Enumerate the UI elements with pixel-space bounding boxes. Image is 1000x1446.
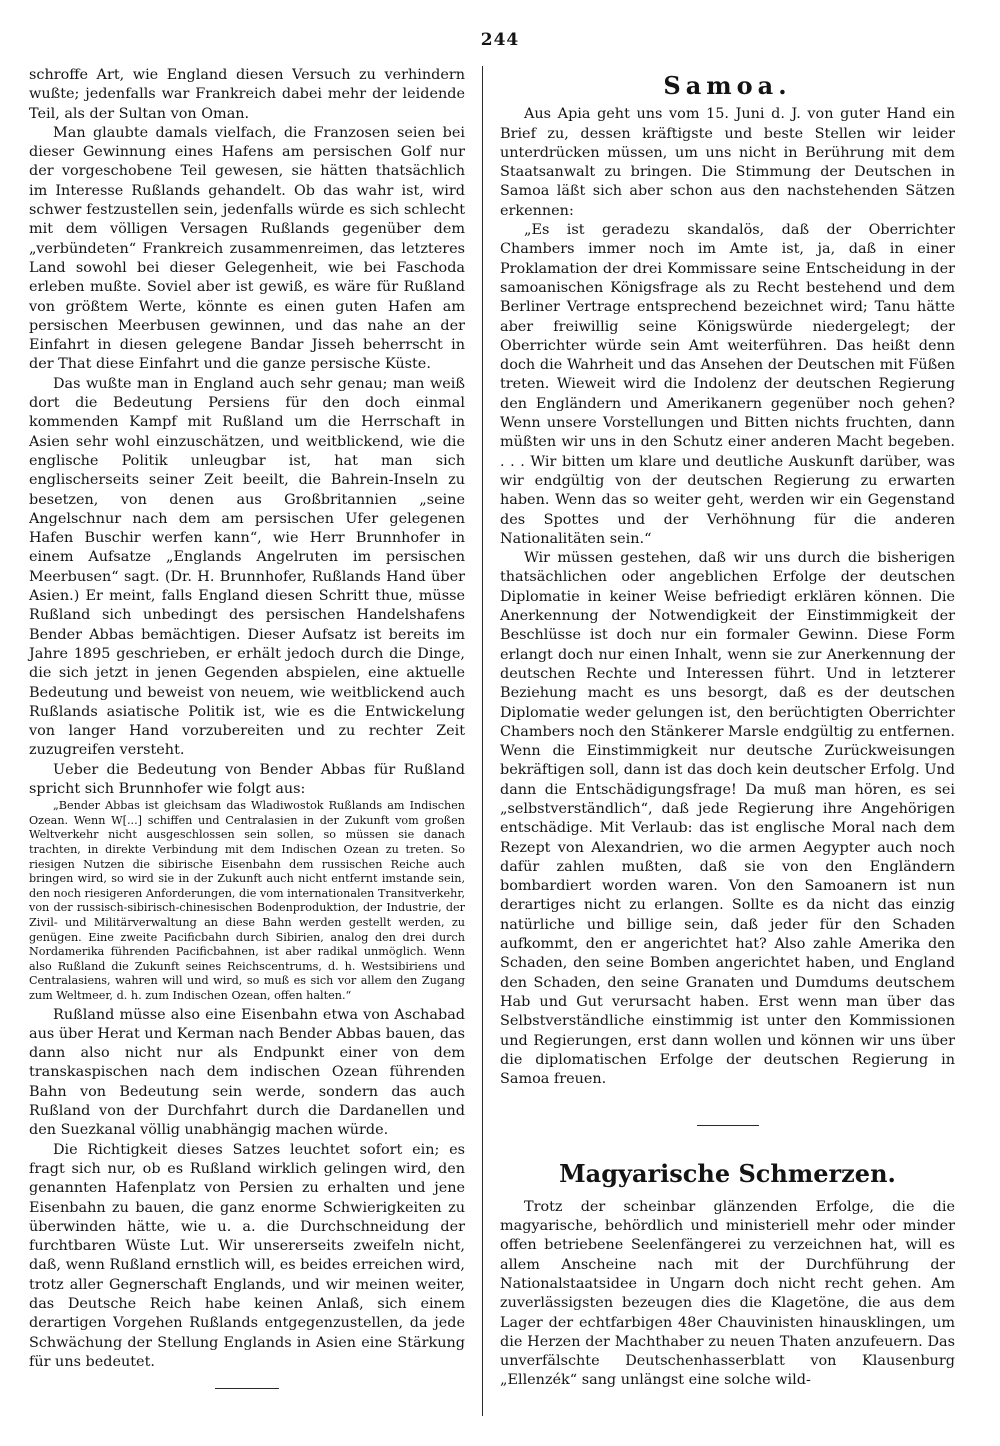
paragraph: schroffe Art, wie England diesen Versuch zu verhindern wußte; jedenfalls war Frankreich dabei mehr der leidende Teil, als der Sultan von Oman. xyxy=(29,67,465,122)
paragraph: Man glaubte damals vielfach, die Franzosen seien bei dieser Gewinnung eines Hafens am persischen Golf nur der vorgeschobene Teil gewesen, sie hätten thatsächlich im Interesse Rußlands gehandelt. Ob das wahr ist, wird schwer festzustellen sein, jedenfalls würde es sich schlecht mit dem völligen Versagen Rußlands gegenüber dem „verbündeten“ Frankreich zusammenreimen, das letzteres Land sowohl bei dieser Gelegenheit, wie bei Faschoda erleben mußte. Soviel aber ist gewiß, es wäre für Rußland von größtem Werte, könnte es einen guten Hafen am persischen Meerbusen gewinnen, und das nahe an der Einfahrt in diesen gelegene Bandar Jisseh beherrscht in der That diese Einfahrt und die ganze persische Küste. xyxy=(29,124,465,373)
paragraph: Trotz der scheinbar glänzenden Erfolge, die die magyarische, behördlich und ministeriell mehr oder minder offen betriebene Seelenfängerei zu verzeichnen hat, will es allem Anscheine nach mit der Durchführung der Nationalstaatsidee in Ungarn doch nicht recht gehen. Am zuverlässigsten bezeugen dies die Klagetöne, die aus dem Lager der echtfarbigen 48er Chauvinisten hinausklingen, um die Herzen der Machthaber zu neuen Thaten anzufeuern. Das unverfälschte Deutschenhasserblatt von Klausenburg „Ellenzék“ sang unlängst eine solche wild- xyxy=(500,1198,955,1389)
section-rule xyxy=(697,1125,759,1126)
article-heading-samoa: Samoa. xyxy=(663,71,792,100)
right-column xyxy=(500,71,955,1391)
article-heading-magyar: Magyarische Schmerzen. xyxy=(559,1159,896,1189)
paragraph: Aus Apia geht uns vom 15. Juni d. J. von guter Hand ein Brief zu, dessen kräftigste und beste Stellen wir leider unterdrücken müssen, um uns nicht in Berührung mit dem Staatsanwalt zu bringen. Die Stimmung der Deutschen in Samoa läßt sich aber schon aus den nachstehenden Sätzen erkennen: xyxy=(500,106,955,219)
column-divider xyxy=(482,66,483,1416)
end-rule xyxy=(215,1388,279,1389)
left-column xyxy=(29,66,465,1389)
paragraph: Wir müssen gestehen, daß wir uns durch die bisherigen thatsächlichen oder angeblichen Erfolge der deutschen Diplomatie in keiner Weise befriedigt erklären können. Die Anerkennung der Notwendigkeit der Einstimmigkeit der Beschlüsse ist doch nur ein formaler Gewinn. Diese Form erlangt doch nur einen Inhalt, wenn sie zur Anerkennung der deutschen Rechte und Interessen führt. Und in letzterer Beziehung macht es uns besorgt, daß es der deutschen Diplomatie weder gelungen ist, den berüchtigten Oberrichter Chambers noch den Stänkerer Marsle endgültig zu entfernen. Wenn die Einstimmigkeit nur deutsche Zurückweisungen bekräftigen soll, dann ist das doch kein deutscher Erfolg. Und dann die Entschädigungsfrage! Da muß man hören, es sei „selbstverständlich“, daß jede Regierung ihre Angehörigen entschädige. Mit Verlaub: das ist englische Moral nach dem Rezept von Alexandrien, wo die armen Aegypter auch noch dafür zahlen mußten, daß sie von den Engländern bombardiert worden waren. Von den Samoanern ist nun derartiges nicht zu erlangen. Sollte es da nicht das einzig natürliche und billige sein, daß jeder für den Schaden aufkommt, den er angerichtet hat? Also zahle Amerika den Schaden, den seine Bomben angerichtet haben, und England den Schaden, den seine Granaten und Dumdums deutschem Hab und Gut verursacht haben. Erst wenn man über das Selbstverständliche einstimmig ist unter den Kommissionen und Regierungen, erst dann wollen und können wir uns über die diplomatischen Erfolge der deutschen Regierung in Samoa freuen. xyxy=(500,550,955,1088)
paragraph: Das wußte man in England auch sehr genau; man weiß dort die Bedeutung Persiens für den doch einmal kommenden Kampf mit Rußland um die Herrschaft in Asien sehr wohl einzuschätzen, und weitblickend, wie die englische Politik unleugbar ist, hat man sich englischerseits seiner Zeit beeilt, die Bahrein-Inseln zu besetzen, von denen aus Großbritannien „seine Angelschnur nach dem am persischen Ufer gelegenen Hafen Buschir werfen kann“, wie Herr Brunnhofer in einem Aufsatze „Englands Angelruten im persischen Meerbusen“ sagt. (Dr. H. Brunnhofer, Rußlands Hand über Asien.) Er meint, falls England diesen Schritt thue, müsse Rußland sich unbedingt des persischen Handelshafens Bender Abbas bemächtigen. Dieser Aufsatz ist bereits im Jahre 1895 geschrieben, er erhält jedoch durch die Dinge, die sich jetzt in jenen Gegenden abspielen, eine aktuelle Bedeutung und beweist von neuem, wie weitblickend auch Rußlands asiatische Politik ist, wie es die Entwickelung von langer Hand vorzubereiten und zu rechter Zeit zuzugreifen versteht. xyxy=(29,375,465,759)
block-quote: „Bender Abbas ist gleichsam das Wladiwostok Rußlands am Indischen Ozean. Wenn W[...] schiffen und Centralasien in der Zukunft vom großen Weltverkehr nicht ausgeschlossen sein sollen, so müssen sie danach trachten, in direkte Verbindung mit dem Indischen Ozean zu treten. So riesigen Nutzen die sibirische Eisenbahn dem russischen Reiche auch bringen wird, so wird sie in der Zukunft auch nicht entfernt imstande sein, den noch riesigeren Anforderungen, die vom internationalen Transitverkehr, von der russisch-sibirisch-chinesischen Bodenproduktion, der Industrie, der Zivil- und Militärverwaltung an diese Bahn werden gestellt werden, zu genügen. Eine zweite Pacificbahn durch Sibirien, analog den drei durch Nordamerika führenden Pacificbahnen, ist aber radikal unmöglich. Wenn also Rußland die Zukunft seines Reichscentrums, d. h. Westsibiriens und Centralasiens, wahren will und wird, so muß es sich vor allem den Zugang zum Weltmeer, d. h. zum Indischen Ozean, offen halten.“ xyxy=(29,799,466,1002)
paragraph: Ueber die Bedeutung von Bender Abbas für Rußland spricht sich Brunnhofer wie folgt aus: xyxy=(29,761,465,797)
paragraph: Rußland müsse also eine Eisenbahn etwa von Aschabad aus über Herat und Kerman nach Bender Abbas bauen, das dann also nicht nur als Endpunkt einer von dem transkaspischen nach dem indischen Ozean führenden Bahn von Bedeutung sein werde, sondern das auch Rußland von der Durchfahrt durch die Dardanellen und den Suezkanal völlig unabhängig machen würde. xyxy=(29,1006,465,1139)
page-number: 244 xyxy=(480,30,520,50)
paragraph: „Es ist geradezu skandalös, daß der Oberrichter Chambers immer noch im Amte ist, ja, daß in einer Proklamation der drei Kommissare seine Entscheidung in der samoanischen Königsfrage als zu Recht bestehend und dem Berliner Vertrage entsprechend bezeichnet wird; Tanu hätte aber freiwillig seine Königswürde niedergelegt; der Oberrichter würde sein Amt weiterführen. Das heißt denn doch die Wahrheit und das Ansehen der Deutschen mit Füßen treten. Wieweit wird die Indolenz der deutschen Regierung den Engländern und Amerikanern gegenüber noch gehen? Wenn unsere Vorstellungen und Bitten nichts fruchten, dann müßten wir uns in den Schutz einer anderen Macht begeben. . . . Wir bitten um klare und deutliche Auskunft darüber, was wir endgültig von der deutschen Regierung zu erwarten haben. Wenn das so weiter geht, werden wir ein Gegenstand des Spottes und der Verhöhnung für die anderen Nationalitäten sein.“ xyxy=(500,222,955,547)
paragraph: Die Richtigkeit dieses Satzes leuchtet sofort ein; es fragt sich nur, ob es Rußland wirklich gelingen wird, den genannten Hafenplatz von Persien zu erhalten und jene Eisenbahn zu bauen, die ganz enorme Schwierigkeiten zu überwinden hätte, wie u. a. die Durchschneidung der furchtbaren Wüste Lut. Wir unsererseits zweifeln nicht, daß, wenn Rußland ernstlich will, es beides erreichen wird, trotz aller Gegnerschaft Englands, und wir meinen weiter, das Deutsche Reich habe keinen Anlaß, sich einem derartigen Vorgehen Rußlands entgegenzustellen, da jede Schwächung der Stellung Englands in Asien eine Stärkung für uns bedeutet. xyxy=(29,1141,465,1370)
